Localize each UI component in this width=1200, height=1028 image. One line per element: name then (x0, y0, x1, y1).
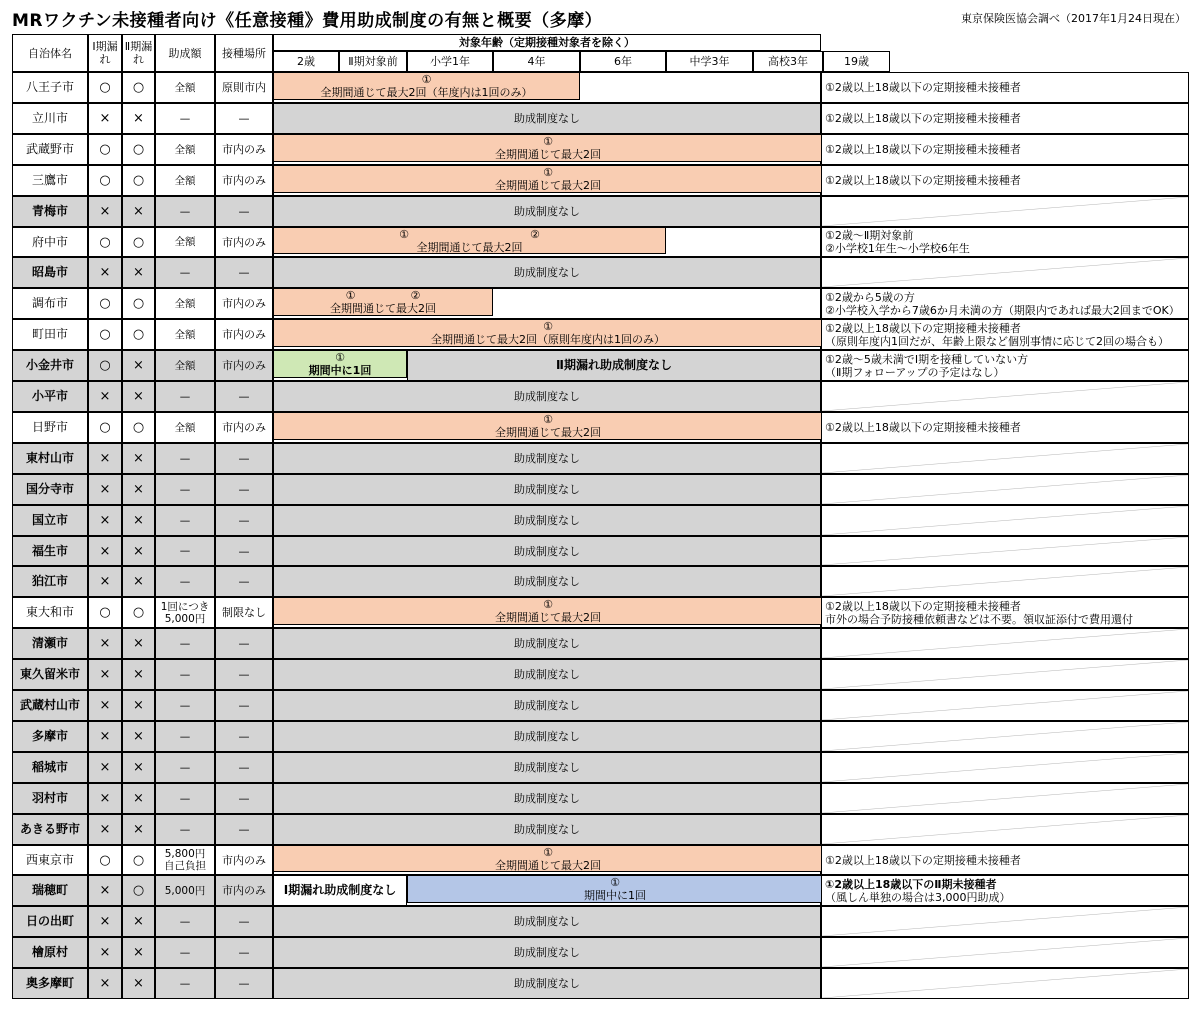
missed-2-mark: ○ (122, 134, 155, 165)
subsidy-amount: 全額 (155, 319, 215, 350)
remarks (821, 690, 1189, 721)
age-bar (273, 288, 493, 316)
vaccination-place: 市内のみ (215, 319, 273, 350)
remark-line: （風しん単独の場合は3,000円助成） (825, 890, 1011, 904)
vaccination-place: — (215, 690, 273, 721)
no-subsidy: 助成制度なし (273, 721, 821, 752)
age-bar (407, 875, 823, 903)
diagonal-line (822, 258, 1188, 287)
missed-2-mark: × (122, 381, 155, 412)
vaccination-place: 市内のみ (215, 134, 273, 165)
missed-1-mark: × (88, 752, 122, 783)
vaccination-place: 市内のみ (215, 412, 273, 443)
subsidy-amount: — (155, 783, 215, 814)
vaccination-place: 市内のみ (215, 288, 273, 319)
remark-line: ①2歳以上18歳以下の定期接種未接種者 (825, 321, 1021, 335)
remarks (821, 227, 1189, 257)
vaccination-place: — (215, 443, 273, 474)
header-age-5: 中学3年 (666, 51, 753, 72)
vaccination-place: — (215, 783, 273, 814)
remarks (821, 906, 1189, 937)
bar-marker: ① (335, 351, 345, 364)
missed-2-mark: ○ (122, 288, 155, 319)
no-subsidy: 助成制度なし (273, 937, 821, 968)
missed-1-mark: ○ (88, 72, 122, 103)
diagonal-line (822, 567, 1188, 596)
missed-2-mark: ○ (122, 845, 155, 875)
missed-2-mark: × (122, 906, 155, 937)
age-bar (273, 350, 407, 378)
remark-line: （Ⅱ期フォローアップの予定はなし） (825, 365, 1005, 379)
missed-2-mark: × (122, 690, 155, 721)
no-subsidy: 助成制度なし (273, 783, 821, 814)
bar-description: 全期間通じて最大2回 (330, 302, 436, 315)
missed-1-mark: × (88, 196, 122, 227)
age-bar (273, 845, 823, 872)
municipality-name: 武蔵野市 (12, 134, 88, 165)
missed-1-mark: × (88, 659, 122, 690)
bar-description: 全期間通じて最大2回 (495, 611, 601, 624)
no-subsidy: 助成制度なし (273, 505, 821, 536)
vaccination-place: 市内のみ (215, 875, 273, 906)
subsidy-amount: 全額 (155, 288, 215, 319)
missed-2-mark: × (122, 721, 155, 752)
vaccination-place: — (215, 103, 273, 134)
subsidy-amount: — (155, 103, 215, 134)
municipality-name: 東村山市 (12, 443, 88, 474)
no-subsidy: 助成制度なし (273, 906, 821, 937)
no-subsidy: 助成制度なし (273, 381, 821, 412)
remarks (821, 566, 1189, 597)
municipality-name: 八王子市 (12, 72, 88, 103)
municipality-name: 府中市 (12, 227, 88, 257)
header-amount: 助成額 (155, 34, 215, 72)
bar-description: 全期間通じて最大2回 (495, 859, 601, 872)
remark-line: ①2歳以上18歳以下のⅡ期未接種者 (825, 877, 997, 891)
remark-line: ②小学校1年生～小学校6年生 (825, 242, 970, 255)
source-note: 東京保険医協会調べ（2017年1月24日現在） (961, 12, 1186, 25)
remark-line: ①2歳から5歳の方 (825, 290, 915, 304)
vaccination-place: — (215, 721, 273, 752)
subsidy-amount: — (155, 968, 215, 999)
age-bar-label: Ⅱ期漏れ助成制度なし (407, 350, 821, 381)
remarks (821, 196, 1189, 227)
bar-description: 期間中に1回 (308, 364, 372, 377)
diagonal-line (822, 506, 1188, 535)
no-subsidy: 助成制度なし (273, 968, 821, 999)
remarks (821, 814, 1189, 845)
remark-line: ①2歳以上18歳以下の定期接種未接種者 (825, 143, 1021, 156)
remarks (821, 412, 1189, 443)
header-age-group: 対象年齢（定期接種対象者を除く） (273, 34, 821, 51)
remark-line: ①2歳以上18歳以下の定期接種未接種者 (825, 599, 1021, 613)
header-age-2: 小学1年 (407, 51, 493, 72)
vaccination-place: — (215, 257, 273, 288)
missed-2-mark: ○ (122, 72, 155, 103)
bar-description: 期間中に1回 (584, 889, 646, 902)
subsidy-amount: — (155, 536, 215, 566)
no-subsidy: 助成制度なし (273, 257, 821, 288)
remarks (821, 783, 1189, 814)
subsidy-amount: — (155, 196, 215, 227)
missed-2-mark: × (122, 443, 155, 474)
page-title: MRワクチン未接種者向け《任意接種》費用助成制度の有無と概要（多摩） (12, 11, 603, 31)
header-age-3: 4年 (493, 51, 580, 72)
remarks (821, 505, 1189, 536)
remarks (821, 875, 1189, 906)
bar-description: 全期間通じて最大2回 (495, 426, 601, 439)
missed-1-mark: × (88, 257, 122, 288)
diagonal-line (822, 537, 1188, 565)
missed-2-mark: × (122, 783, 155, 814)
remark-line: ①2歳～Ⅱ期対象前 (825, 229, 914, 242)
header-age-1: Ⅱ期対象前 (339, 51, 407, 72)
diagonal-line (822, 444, 1188, 473)
vaccination-place: — (215, 968, 273, 999)
remarks (821, 103, 1189, 134)
remarks (821, 443, 1189, 474)
missed-2-mark: × (122, 257, 155, 288)
missed-1-mark: × (88, 906, 122, 937)
remarks (821, 628, 1189, 659)
missed-2-mark: ○ (122, 319, 155, 350)
header-age-6: 高校3年 (753, 51, 823, 72)
missed-1-mark: × (88, 628, 122, 659)
missed-2-mark: × (122, 474, 155, 505)
age-bar-label: Ⅰ期漏れ助成制度なし (273, 875, 407, 906)
bar-marker: ① (543, 846, 553, 859)
remarks (821, 597, 1189, 628)
bar-marker: ① (543, 166, 553, 179)
missed-1-mark: ○ (88, 165, 122, 196)
diagonal-line (822, 660, 1188, 689)
remarks (821, 165, 1189, 196)
diagonal-line (822, 907, 1188, 936)
municipality-name: 青梅市 (12, 196, 88, 227)
subsidy-amount: — (155, 474, 215, 505)
missed-1-mark: × (88, 443, 122, 474)
missed-1-mark: × (88, 103, 122, 134)
bar-marker: ① ② (345, 289, 421, 302)
header-missed-2: Ⅱ期漏れ (122, 34, 155, 72)
header-missed-1: Ⅰ期漏れ (88, 34, 122, 72)
municipality-name: 奥多摩町 (12, 968, 88, 999)
missed-2-mark: × (122, 752, 155, 783)
missed-1-mark: × (88, 968, 122, 999)
subsidy-table (12, 34, 1189, 1022)
remark-line: ①2歳～5歳未満でⅠ期を接種していない方 (825, 352, 1029, 366)
municipality-name: 小平市 (12, 381, 88, 412)
no-subsidy: 助成制度なし (273, 536, 821, 566)
subsidy-amount: — (155, 381, 215, 412)
diagonal-line (822, 938, 1188, 967)
vaccination-place: 市内のみ (215, 227, 273, 257)
no-subsidy: 助成制度なし (273, 103, 821, 134)
bar-description: 全期間通じて最大2回（年度内は1回のみ） (320, 86, 533, 99)
missed-1-mark: × (88, 937, 122, 968)
subsidy-amount: 1回につき 5,000円 (155, 597, 215, 628)
municipality-name: 多摩市 (12, 721, 88, 752)
vaccination-place: 市内のみ (215, 845, 273, 875)
subsidy-amount: — (155, 628, 215, 659)
subsidy-amount: — (155, 505, 215, 536)
bar-marker: ① (543, 413, 553, 426)
missed-2-mark: ○ (122, 412, 155, 443)
age-bar (273, 412, 823, 440)
missed-2-mark: × (122, 659, 155, 690)
diagonal-line (822, 784, 1188, 813)
remarks (821, 72, 1189, 103)
missed-1-mark: × (88, 474, 122, 505)
municipality-name: 日野市 (12, 412, 88, 443)
remarks (821, 288, 1189, 319)
missed-2-mark: ○ (122, 597, 155, 628)
remarks (821, 968, 1189, 999)
no-subsidy: 助成制度なし (273, 196, 821, 227)
diagonal-line (822, 969, 1188, 998)
subsidy-amount: 全額 (155, 134, 215, 165)
subsidy-amount: — (155, 814, 215, 845)
vaccination-place: — (215, 381, 273, 412)
missed-1-mark: × (88, 721, 122, 752)
diagonal-line (822, 722, 1188, 751)
remarks (821, 937, 1189, 968)
municipality-name: 三鷹市 (12, 165, 88, 196)
municipality-name: 清瀬市 (12, 628, 88, 659)
missed-1-mark: × (88, 875, 122, 906)
diagonal-line (822, 753, 1188, 782)
vaccination-place: 制限なし (215, 597, 273, 628)
vaccination-place: — (215, 505, 273, 536)
no-subsidy: 助成制度なし (273, 690, 821, 721)
missed-2-mark: × (122, 566, 155, 597)
vaccination-place: — (215, 814, 273, 845)
remark-line: ①2歳以上18歳以下の定期接種未接種者 (825, 174, 1021, 187)
remarks (821, 381, 1189, 412)
header-age-7: 19歳 (823, 51, 890, 72)
no-subsidy: 助成制度なし (273, 814, 821, 845)
municipality-name: 福生市 (12, 536, 88, 566)
missed-1-mark: ○ (88, 845, 122, 875)
no-subsidy: 助成制度なし (273, 566, 821, 597)
remarks (821, 536, 1189, 566)
missed-1-mark: × (88, 783, 122, 814)
subsidy-amount: 全額 (155, 412, 215, 443)
header-municipality: 自治体名 (12, 34, 88, 72)
diagonal-line (822, 629, 1188, 658)
vaccination-place: — (215, 659, 273, 690)
vaccination-place: — (215, 628, 273, 659)
missed-2-mark: ○ (122, 227, 155, 257)
subsidy-amount: — (155, 690, 215, 721)
subsidy-amount: — (155, 443, 215, 474)
missed-1-mark: ○ (88, 288, 122, 319)
subsidy-amount: — (155, 752, 215, 783)
header-age-4: 6年 (580, 51, 666, 72)
bar-description: 全期間通じて最大2回 (495, 179, 601, 192)
subsidy-amount: — (155, 937, 215, 968)
bar-marker: ① (543, 598, 553, 611)
municipality-name: 西東京市 (12, 845, 88, 875)
municipality-name: 狛江市 (12, 566, 88, 597)
subsidy-amount: — (155, 906, 215, 937)
subsidy-amount: 5,000円 (155, 875, 215, 906)
remarks (821, 134, 1189, 165)
municipality-name: 瑞穂町 (12, 875, 88, 906)
bar-description: 全期間通じて最大2回 (416, 241, 523, 254)
remark-line: ②小学校入学から7歳6か月未満の方（期限内であれば最大2回までOK） (825, 303, 1180, 317)
vaccination-place: — (215, 937, 273, 968)
no-subsidy: 助成制度なし (273, 752, 821, 783)
bar-description: 全期間通じて最大2回 (495, 148, 601, 161)
no-subsidy: 助成制度なし (273, 628, 821, 659)
municipality-name: 檜原村 (12, 937, 88, 968)
municipality-name: 立川市 (12, 103, 88, 134)
subsidy-amount: 全額 (155, 72, 215, 103)
missed-1-mark: × (88, 566, 122, 597)
vaccination-place: — (215, 906, 273, 937)
remark-line: ①2歳以上18歳以下の定期接種未接種者 (825, 81, 1021, 94)
vaccination-place: — (215, 536, 273, 566)
bar-marker: ① (610, 876, 620, 889)
municipality-name: 小金井市 (12, 350, 88, 381)
subsidy-amount: — (155, 659, 215, 690)
remarks (821, 319, 1189, 350)
vaccination-place: — (215, 752, 273, 783)
municipality-name: 昭島市 (12, 257, 88, 288)
vaccination-place: — (215, 196, 273, 227)
remarks (821, 257, 1189, 288)
age-bar (273, 134, 823, 162)
missed-2-mark: × (122, 814, 155, 845)
missed-2-mark: × (122, 505, 155, 536)
bar-marker: ① (543, 135, 553, 148)
bar-marker: ① ② (399, 228, 540, 241)
municipality-name: 調布市 (12, 288, 88, 319)
missed-1-mark: ○ (88, 319, 122, 350)
missed-2-mark: × (122, 103, 155, 134)
remarks (821, 659, 1189, 690)
missed-1-mark: ○ (88, 412, 122, 443)
age-bar (273, 227, 666, 254)
missed-2-mark: × (122, 196, 155, 227)
municipality-name: 稲城市 (12, 752, 88, 783)
remarks (821, 350, 1189, 381)
age-bar (273, 165, 823, 193)
missed-1-mark: ○ (88, 227, 122, 257)
municipality-name: あきる野市 (12, 814, 88, 845)
missed-1-mark: ○ (88, 134, 122, 165)
remark-line: 市外の場合予防接種依頼書などは不要。領収証添付で費用還付 (825, 612, 1133, 626)
vaccination-place: 市内のみ (215, 350, 273, 381)
subsidy-amount: 全額 (155, 227, 215, 257)
missed-2-mark: × (122, 937, 155, 968)
missed-2-mark: × (122, 628, 155, 659)
remarks (821, 752, 1189, 783)
municipality-name: 日の出町 (12, 906, 88, 937)
missed-2-mark: × (122, 968, 155, 999)
remark-line: ①2歳以上18歳以下の定期接種未接種者 (825, 112, 1021, 125)
age-bar (273, 597, 823, 625)
bar-marker: ① (421, 73, 432, 86)
bar-description: 全期間通じて最大2回（原則年度内は1回のみ） (431, 333, 665, 346)
missed-2-mark: ○ (122, 165, 155, 196)
diagonal-line (822, 475, 1188, 504)
diagonal-line (822, 382, 1188, 411)
age-bar (273, 319, 823, 347)
remark-line: （原則年度内1回だが、年齢上限など個別事情に応じて2回の場合も） (825, 334, 1169, 348)
no-subsidy: 助成制度なし (273, 474, 821, 505)
bar-marker: ① (543, 320, 553, 333)
vaccination-place: 市内のみ (215, 165, 273, 196)
subsidy-amount: 全額 (155, 350, 215, 381)
missed-2-mark: × (122, 536, 155, 566)
municipality-name: 武蔵村山市 (12, 690, 88, 721)
header-place: 接種場所 (215, 34, 273, 72)
missed-1-mark: × (88, 505, 122, 536)
vaccination-place: — (215, 566, 273, 597)
subsidy-amount: — (155, 721, 215, 752)
remark-line: ①2歳以上18歳以下の定期接種未接種者 (825, 853, 1021, 867)
municipality-name: 国立市 (12, 505, 88, 536)
missed-1-mark: × (88, 814, 122, 845)
municipality-name: 東大和市 (12, 597, 88, 628)
missed-1-mark: × (88, 381, 122, 412)
no-subsidy: 助成制度なし (273, 443, 821, 474)
municipality-name: 東久留米市 (12, 659, 88, 690)
remarks (821, 721, 1189, 752)
subsidy-amount: 5,800円 自己負担 (155, 845, 215, 875)
diagonal-line (822, 197, 1188, 226)
remark-line: ①2歳以上18歳以下の定期接種未接種者 (825, 421, 1021, 434)
municipality-name: 国分寺市 (12, 474, 88, 505)
header-age-0: 2歳 (273, 51, 339, 72)
remarks (821, 845, 1189, 875)
subsidy-amount: — (155, 566, 215, 597)
missed-1-mark: × (88, 690, 122, 721)
subsidy-amount: — (155, 257, 215, 288)
diagonal-line (822, 691, 1188, 720)
remarks (821, 474, 1189, 505)
municipality-name: 羽村市 (12, 783, 88, 814)
vaccination-place: 原則市内 (215, 72, 273, 103)
no-subsidy: 助成制度なし (273, 659, 821, 690)
diagonal-line (822, 815, 1188, 844)
missed-2-mark: ○ (122, 875, 155, 906)
subsidy-amount: 全額 (155, 165, 215, 196)
missed-1-mark: ○ (88, 350, 122, 381)
missed-2-mark: × (122, 350, 155, 381)
missed-1-mark: ○ (88, 597, 122, 628)
municipality-name: 町田市 (12, 319, 88, 350)
vaccination-place: — (215, 474, 273, 505)
age-bar (273, 72, 580, 100)
missed-1-mark: × (88, 536, 122, 566)
